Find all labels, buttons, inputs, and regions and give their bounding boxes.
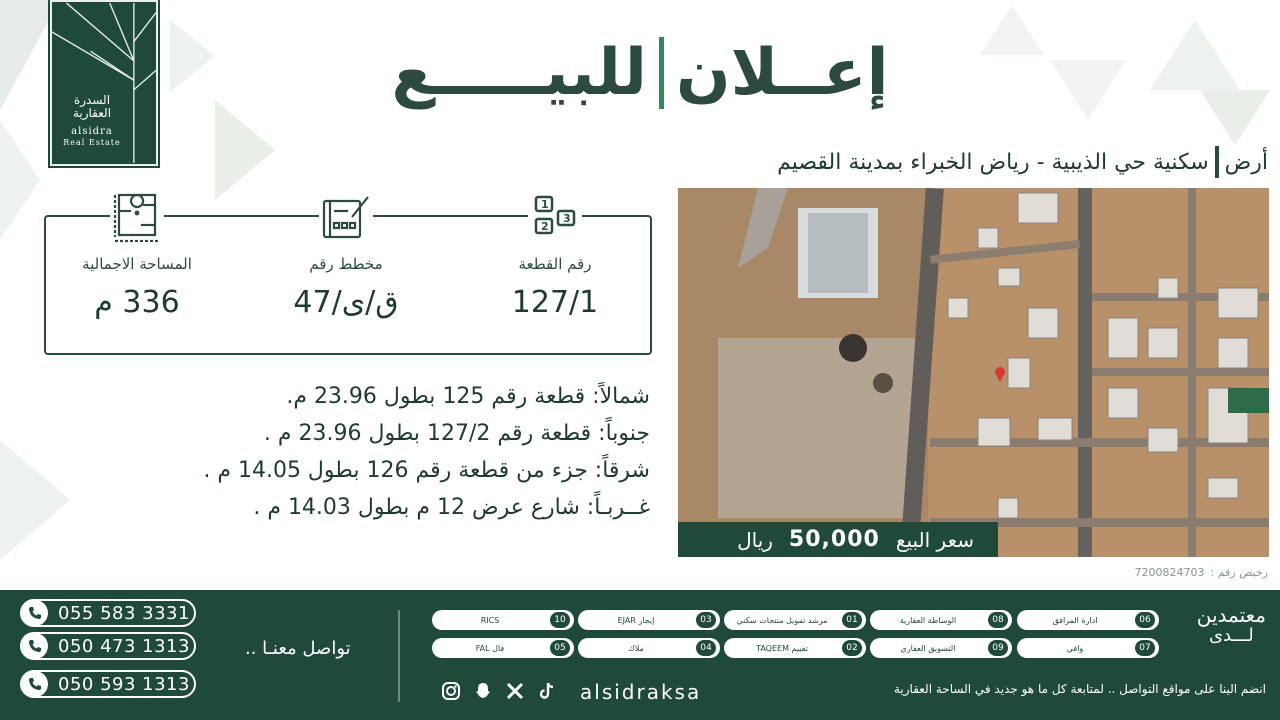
decor-triangle [0,440,70,560]
phone-button-1[interactable]: 055 583 3331 [20,599,196,627]
company-logo [50,0,158,166]
accreditation-badge: 02 تقييم TAQEEM [724,638,866,658]
property-subtitle [777,146,1268,178]
phone-icon [22,633,48,659]
phone-button-3[interactable]: 050 593 1313 [20,670,196,698]
accreditation-badge: 10 RICS [432,610,574,630]
blueprint-icon [319,191,373,245]
decor-triangle [1150,20,1240,90]
decor-triangle [980,5,1044,55]
title-divider [659,37,664,109]
phone-button-2[interactable]: 050 473 1313 [20,632,196,660]
property-location: سكنية حي الذيبية - رياض الخبراء بمدينة القصيم [777,149,1209,175]
instagram-icon[interactable] [440,680,462,702]
decor-triangle [1050,60,1126,120]
footer-divider [398,610,400,702]
social-links [440,680,558,702]
page-title [370,28,910,118]
title-word-announcement: إعــلان [675,36,889,110]
snapchat-icon[interactable] [472,680,494,702]
accredited-by-label: معتمدين لـــدى [1196,603,1266,646]
price-value: 50,000 [788,527,880,552]
phone-icon [22,671,48,697]
logo-arabic-name: السدرة العقارية [72,93,112,120]
logo-english-name: alsidra Real Estate [63,126,121,147]
x-twitter-icon[interactable] [504,680,526,702]
accreditation-badge: 03 إيجار EJAR [578,610,720,630]
numbered-blocks-icon [528,191,582,245]
accreditation-badge: 08 الوساطة العقارية [870,610,1012,630]
svg-text:2: 2 [541,220,549,233]
accreditation-badge: 07 وافي [1017,638,1159,658]
satellite-map [678,188,1269,557]
boundary-west: غــربـاً: شارع عرض 12 م بطول 14.03 م . [253,495,650,520]
satellite-map-image [678,188,1269,557]
info-total-area: المساحة الاجمالية 336 م [42,217,232,353]
title-word-sale: للبيـــــع [391,36,647,110]
svg-text:1: 1 [541,198,549,211]
accreditation-badge: 06 ادارة المرافق [1017,610,1159,630]
phone-icon [22,600,48,626]
accreditation-badge: 05 فال FAL [432,638,574,658]
boundary-south: جنوباً: قطعة رقم 127/2 بطول 23.96 م . [263,421,650,446]
decor-triangle [170,20,215,92]
accreditation-badge: 09 التسويق العقاري [870,638,1012,658]
price-currency: ريال [737,527,773,552]
decor-triangle [215,100,275,200]
license-number: رخيص رقم : 7200824703 [1134,566,1268,579]
accreditation-badge: 04 ملاك [578,638,720,658]
info-plan-number: مخطط رقم ق/ى/47 [251,217,441,353]
social-handle[interactable]: alsidraksa [580,680,702,704]
boundary-north: شمالاً: قطعة رقم 125 بطول 23.96 م. [286,384,650,409]
decor-triangle [1200,90,1270,145]
tiktok-icon[interactable] [536,680,558,702]
map-area-icon [110,191,164,245]
contact-us-label: تواصل معنـا .. [245,638,351,659]
decor-triangle [0,120,40,240]
social-join-text: انضم الينا على مواقع التواصل .. لمتابعة كل ما هو جديد في الساحة العقارية [893,682,1266,696]
sale-price-banner [678,522,998,557]
info-plot-number: 1 2 3 رقم القطعة 127/1 [460,217,650,353]
property-boundaries [203,378,650,526]
property-type: أرض [1224,149,1268,175]
price-label: سعر البيع [895,527,974,552]
accreditation-badge: 01 مرشد تمويل منتجات سكني [724,610,866,630]
boundary-east: شرقاً: جزء من قطعة رقم 126 بطول 14.05 م . [203,458,650,483]
property-info-box [44,198,652,355]
subtitle-divider [1215,146,1219,178]
svg-text:3: 3 [563,212,571,225]
